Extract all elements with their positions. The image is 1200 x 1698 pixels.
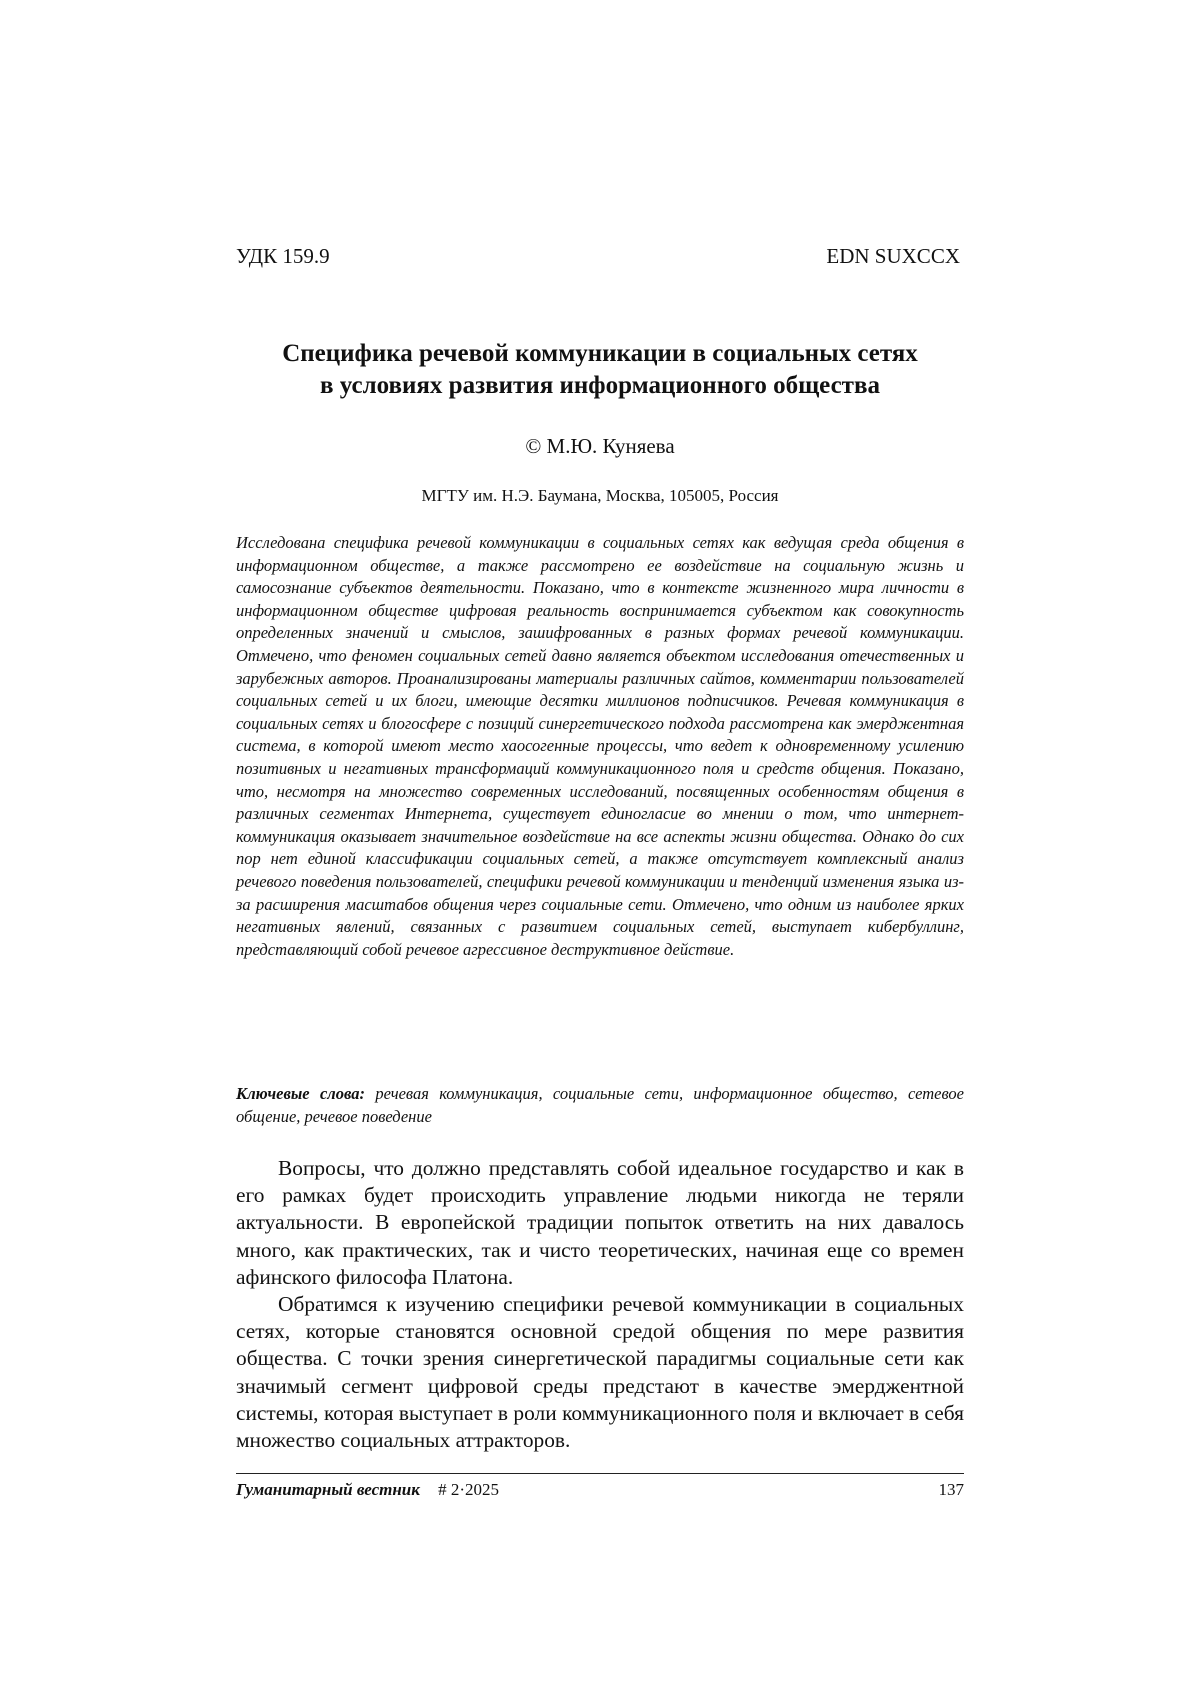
title-line-2: в условиях развития информационного общества bbox=[320, 372, 880, 399]
keywords-label: Ключевые слова: bbox=[236, 1084, 365, 1103]
page-number: 137 bbox=[938, 1480, 964, 1499]
body-text bbox=[236, 1155, 964, 1454]
journal-name: Гуманитарный вестник bbox=[236, 1480, 420, 1499]
journal-issue: # 2·2025 bbox=[438, 1480, 500, 1499]
title-line-1: Специфика речевой коммуникации в социальных сетях bbox=[282, 340, 918, 367]
footer-divider bbox=[236, 1473, 964, 1474]
affiliation: МГТУ им. Н.Э. Баумана, Москва, 105005, Россия bbox=[421, 486, 779, 505]
udk-code: УДК 159.9 bbox=[236, 244, 330, 268]
keywords bbox=[236, 1083, 964, 1128]
edn-code: EDN SUXCCX bbox=[826, 244, 960, 268]
keywords-text: речевая коммуникация, социальные сети, информационное общество, сетевое общение, речевое поведение bbox=[236, 1084, 964, 1126]
article-title bbox=[210, 338, 990, 402]
body-paragraph-1: Вопросы, что должно представлять собой идеальное государство и как в его рамках будет происходить управление людьми никогда не теряли актуальности. В европейской традиции попыток ответить на них давалось много, как практических, так и чисто теоретических, начиная еще со времен афинского философа Платона. bbox=[236, 1156, 964, 1289]
abstract: Исследована специфика речевой коммуникации в социальных сетях как ведущая среда общения в информационном обществе, а также рассмотрено ее воздействие на социальную жизнь и самосознание субъектов деятельности. Показано, что в контексте жизненного мира личности в информационном обществе цифровая реальность воспринимается субъектом как совокупность определенных значений и смыслов, зашифрованных в разных формах речевой коммуникации. Отмечено, что феномен социальных сетей давно является объектом исследования отечественных и зарубежных авторов. Проанализированы материалы различных сайтов, комментарии пользователей социальных сетей и их блоги, имеющие десятки миллионов подписчиков. Речевая коммуникация в социальных сетях и блогосфере с позиций синергетического подхода рассмотрена как эмерджентная система, в которой имеют место хаосогенные процессы, что ведет к одновременному усилению позитивных и негативных трансформаций коммуникационного поля и средств общения. Показано, что, несмотря на множество современных исследований, посвященных особенностям общения в различных сегментах Интернета, существует единогласие во мнении о том, что интернет-коммуникация оказывает значительное воздействие на все аспекты жизни общества. Однако до сих пор нет единой классификации социальных сетей, а также отсутствует комплексный анализ речевого поведения пользователей, специфики речевой коммуникации и тенденций изменения языка из-за расширения масштабов общения через социальные сети. Отмечено, что одним из наиболее ярких негативных явлений, связанных с развитием социальных сетей, выступает кибербуллинг, представляющий собой речевое агрессивное деструктивное действие. bbox=[236, 533, 964, 959]
author: © М.Ю. Куняева bbox=[525, 434, 675, 458]
body-paragraph-2: Обратимся к изучению специфики речевой коммуникации в социальных сетях, которые становятся основной средой общения по мере развития общества. С точки зрения синергетической парадигмы социальные сети как значимый сегмент цифровой среды предстают в качестве эмерджентной системы, которая выступает в роли коммуникационного поля и включает в себя множество социальных аттракторов. bbox=[236, 1292, 964, 1453]
page-footer bbox=[236, 1479, 964, 1501]
